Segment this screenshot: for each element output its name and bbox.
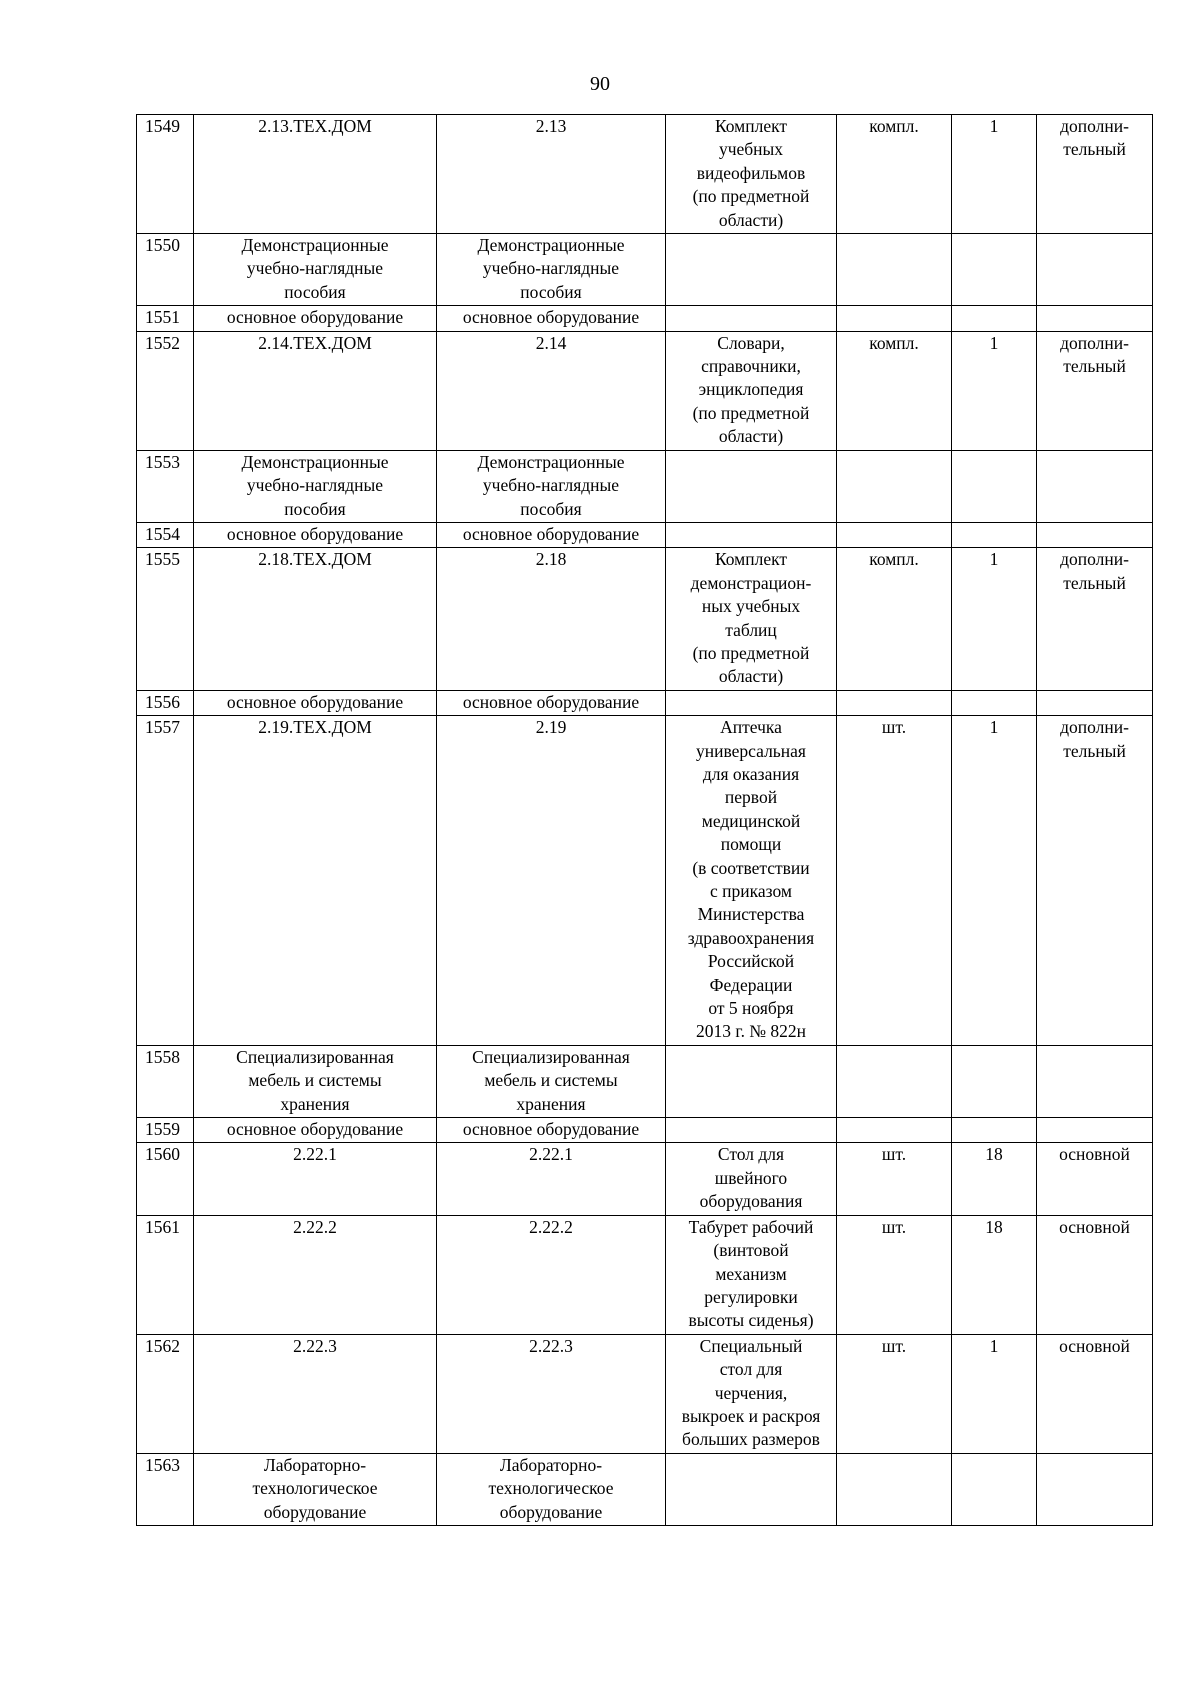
item-name-cell [666, 1118, 837, 1143]
item-name-cell [666, 1453, 837, 1525]
code-cell-text: 2.22.2 [293, 1216, 337, 1237]
equipment-type-cell [1037, 716, 1153, 1046]
code-cell [194, 716, 437, 1046]
equipment-type-cell [1037, 522, 1153, 547]
row-number-cell [137, 331, 194, 450]
code-cell-text: 2.13.ТЕХ.ДОМ [258, 116, 372, 136]
quantity-cell [952, 1215, 1037, 1334]
row-number-cell-text: 1553 [145, 451, 180, 472]
subcode-cell-text: Лабораторно- технологическое оборудование [488, 1454, 614, 1522]
quantity-cell [952, 522, 1037, 547]
equipment-type-cell [1037, 548, 1153, 690]
unit-cell-text: шт. [881, 1144, 907, 1165]
code-cell-text: основное оборудование [226, 523, 404, 544]
code-cell [194, 1453, 437, 1525]
item-name-cell [666, 1143, 837, 1215]
subcode-cell [437, 1045, 666, 1117]
item-name-cell [666, 234, 837, 306]
row-number-cell-text: 1556 [145, 691, 180, 712]
unit-cell-text: компл. [869, 116, 919, 136]
subcode-cell [437, 234, 666, 306]
subcode-cell [437, 1215, 666, 1334]
unit-cell-text: шт. [881, 1216, 907, 1237]
equipment-type-cell [1037, 306, 1153, 331]
subcode-cell [437, 548, 666, 690]
quantity-cell [952, 115, 1037, 234]
code-cell [194, 331, 437, 450]
code-cell-text: 2.19.ТЕХ.ДОМ [258, 717, 372, 738]
subcode-cell-text: 2.13 [535, 116, 567, 136]
row-number-cell-text: 1549 [145, 116, 180, 136]
table-row [137, 1453, 1153, 1525]
table-row [137, 331, 1153, 450]
subcode-cell-text: 2.14 [535, 332, 567, 353]
row-number-cell-text: 1563 [145, 1454, 180, 1475]
quantity-cell-text: 18 [985, 1144, 1003, 1165]
unit-cell [837, 1045, 952, 1117]
equipment-table [136, 114, 1153, 1526]
table-row [137, 690, 1153, 715]
row-number-cell [137, 716, 194, 1046]
row-number-cell [137, 690, 194, 715]
equipment-type-cell [1037, 115, 1153, 234]
quantity-cell [952, 306, 1037, 331]
quantity-cell-text: 18 [985, 1216, 1003, 1237]
table-row [137, 115, 1153, 234]
unit-cell [837, 522, 952, 547]
code-cell [194, 450, 437, 522]
subcode-cell [437, 716, 666, 1046]
quantity-cell-text: 1 [989, 717, 999, 738]
unit-cell [837, 548, 952, 690]
item-name-cell [666, 331, 837, 450]
item-name-cell-text: Стол для швейного оборудования [699, 1144, 803, 1212]
equipment-type-cell [1037, 1143, 1153, 1215]
equipment-type-cell [1037, 1045, 1153, 1117]
row-number-cell-text: 1555 [145, 549, 180, 570]
equipment-type-cell [1037, 1453, 1153, 1525]
quantity-cell [952, 1045, 1037, 1117]
row-number-cell-text: 1551 [145, 307, 180, 328]
code-cell-text: Лабораторно- технологическое оборудование [252, 1454, 378, 1522]
code-cell [194, 115, 437, 234]
code-cell [194, 1215, 437, 1334]
table-row [137, 1215, 1153, 1334]
item-name-cell [666, 1215, 837, 1334]
table-row [137, 234, 1153, 306]
code-cell [194, 548, 437, 690]
row-number-cell-text: 1554 [145, 523, 180, 544]
subcode-cell [437, 1334, 666, 1453]
unit-cell [837, 1143, 952, 1215]
code-cell [194, 1118, 437, 1143]
subcode-cell [437, 1143, 666, 1215]
unit-cell [837, 1453, 952, 1525]
quantity-cell [952, 1334, 1037, 1453]
code-cell-text: 2.18.ТЕХ.ДОМ [258, 549, 372, 570]
item-name-cell [666, 306, 837, 331]
subcode-cell [437, 115, 666, 234]
quantity-cell [952, 548, 1037, 690]
subcode-cell-text: 2.19 [535, 717, 567, 738]
table-body [137, 115, 1153, 1526]
code-cell-text: основное оборудование [226, 307, 404, 328]
subcode-cell-text: основное оборудование [462, 691, 640, 712]
row-number-cell [137, 522, 194, 547]
row-number-cell [137, 234, 194, 306]
item-name-cell-text: Табурет рабочий (винтовой механизм регулировки высоты сиденья) [688, 1216, 814, 1331]
table-row [137, 716, 1153, 1046]
subcode-cell [437, 306, 666, 331]
quantity-cell [952, 690, 1037, 715]
table-row [137, 450, 1153, 522]
unit-cell-text: компл. [869, 332, 919, 353]
row-number-cell [137, 548, 194, 690]
row-number-cell [137, 1045, 194, 1117]
unit-cell [837, 306, 952, 331]
item-name-cell-text: Словари, справочники, энциклопедия (по предметной области) [692, 332, 810, 447]
code-cell [194, 690, 437, 715]
page-number: 90 [590, 73, 610, 95]
row-number-cell [137, 450, 194, 522]
subcode-cell-text: основное оборудование [462, 523, 640, 544]
subcode-cell [437, 450, 666, 522]
unit-cell [837, 1215, 952, 1334]
row-number-cell [137, 115, 194, 234]
equipment-type-cell-text: дополни- тельный [1060, 332, 1129, 377]
item-name-cell [666, 1334, 837, 1453]
unit-cell-text: шт. [881, 1335, 907, 1356]
item-name-cell [666, 716, 837, 1046]
row-number-cell-text: 1558 [145, 1046, 180, 1067]
subcode-cell-text: 2.22.3 [529, 1335, 573, 1356]
subcode-cell-text: 2.22.2 [529, 1216, 573, 1237]
table-row [137, 1118, 1153, 1143]
equipment-type-cell [1037, 331, 1153, 450]
quantity-cell [952, 234, 1037, 306]
row-number-cell-text: 1550 [145, 235, 180, 256]
code-cell [194, 234, 437, 306]
equipment-type-cell-text: дополни- тельный [1060, 717, 1129, 761]
item-name-cell [666, 450, 837, 522]
row-number-cell-text: 1562 [145, 1335, 180, 1356]
subcode-cell [437, 331, 666, 450]
table-row [137, 1143, 1153, 1215]
subcode-cell [437, 1453, 666, 1525]
item-name-cell-text: Комплект учебных видеофильмов (по предметной области) [692, 116, 810, 230]
unit-cell [837, 115, 952, 234]
equipment-type-cell-text: основной [1059, 1144, 1130, 1165]
unit-cell [837, 1118, 952, 1143]
unit-cell [837, 331, 952, 450]
equipment-type-cell [1037, 1118, 1153, 1143]
unit-cell [837, 1334, 952, 1453]
row-number-cell-text: 1552 [145, 332, 180, 353]
code-cell-text: основное оборудование [226, 1119, 404, 1140]
subcode-cell-text: Демонстрационные учебно-наглядные пособия [477, 235, 625, 302]
code-cell-text: 2.14.ТЕХ.ДОМ [258, 332, 372, 353]
equipment-type-cell [1037, 1215, 1153, 1334]
row-number-cell-text: 1561 [145, 1216, 180, 1237]
equipment-type-cell [1037, 234, 1153, 306]
row-number-cell [137, 1334, 194, 1453]
item-name-cell-text: Специальный стол для черчения, выкроек и раскроя больших размеров [681, 1335, 821, 1450]
quantity-cell-text: 1 [989, 549, 999, 570]
item-name-cell [666, 548, 837, 690]
subcode-cell-text: 2.18 [535, 549, 567, 570]
code-cell [194, 1334, 437, 1453]
equipment-type-cell [1037, 1334, 1153, 1453]
subcode-cell [437, 522, 666, 547]
equipment-type-cell-text: основной [1059, 1216, 1130, 1237]
quantity-cell [952, 450, 1037, 522]
item-name-cell [666, 522, 837, 547]
quantity-cell-text: 1 [989, 332, 999, 353]
unit-cell [837, 450, 952, 522]
row-number-cell [137, 1118, 194, 1143]
unit-cell-text: шт. [881, 717, 907, 738]
item-name-cell-text: Комплект демонстрацион- ных учебных таблиц (по предметной области) [690, 549, 812, 687]
item-name-cell [666, 690, 837, 715]
table-row [137, 306, 1153, 331]
table-row [137, 1334, 1153, 1453]
subcode-cell-text: Специализированная мебель и системы хранения [472, 1046, 630, 1114]
row-number-cell [137, 306, 194, 331]
row-number-cell-text: 1559 [145, 1119, 180, 1140]
subcode-cell [437, 1118, 666, 1143]
row-number-cell-text: 1560 [145, 1144, 180, 1165]
item-name-cell [666, 1045, 837, 1117]
unit-cell [837, 234, 952, 306]
code-cell-text: Демонстрационные учебно-наглядные пособия [241, 451, 389, 519]
unit-cell [837, 716, 952, 1046]
table-row [137, 1045, 1153, 1117]
table-row [137, 522, 1153, 547]
quantity-cell [952, 1118, 1037, 1143]
subcode-cell-text: основное оборудование [462, 1119, 640, 1140]
code-cell-text: 2.22.1 [293, 1144, 337, 1165]
row-number-cell-text: 1557 [145, 717, 180, 738]
unit-cell [837, 690, 952, 715]
quantity-cell [952, 331, 1037, 450]
quantity-cell-text: 1 [989, 1335, 999, 1356]
code-cell-text: Специализированная мебель и системы хранения [236, 1046, 394, 1114]
code-cell [194, 1143, 437, 1215]
equipment-type-cell-text: основной [1059, 1335, 1130, 1356]
subcode-cell-text: Демонстрационные учебно-наглядные пособия [477, 451, 625, 519]
subcode-cell-text: основное оборудование [462, 307, 640, 328]
code-cell-text: Демонстрационные учебно-наглядные пособия [241, 235, 389, 302]
equipment-type-cell [1037, 450, 1153, 522]
code-cell-text: основное оборудование [226, 691, 404, 712]
subcode-cell-text: 2.22.1 [529, 1144, 573, 1165]
code-cell [194, 522, 437, 547]
subcode-cell [437, 690, 666, 715]
row-number-cell [137, 1215, 194, 1334]
equipment-type-cell [1037, 690, 1153, 715]
equipment-type-cell-text: дополни- тельный [1060, 549, 1129, 593]
quantity-cell [952, 1143, 1037, 1215]
unit-cell-text: компл. [869, 549, 919, 570]
row-number-cell [137, 1143, 194, 1215]
code-cell [194, 1045, 437, 1117]
quantity-cell [952, 1453, 1037, 1525]
item-name-cell-text: Аптечка универсальная для оказания первой медицинской помощи (в соответствии с приказом Министерства здравоохранения Российской Федерации от 5 ноября 2013 г. № 822н [687, 717, 815, 1042]
item-name-cell [666, 115, 837, 234]
quantity-cell-text: 1 [989, 116, 999, 136]
code-cell [194, 306, 437, 331]
quantity-cell [952, 716, 1037, 1046]
code-cell-text: 2.22.3 [293, 1335, 337, 1356]
row-number-cell [137, 1453, 194, 1525]
equipment-type-cell-text: дополни- тельный [1060, 116, 1129, 160]
table-row [137, 548, 1153, 690]
